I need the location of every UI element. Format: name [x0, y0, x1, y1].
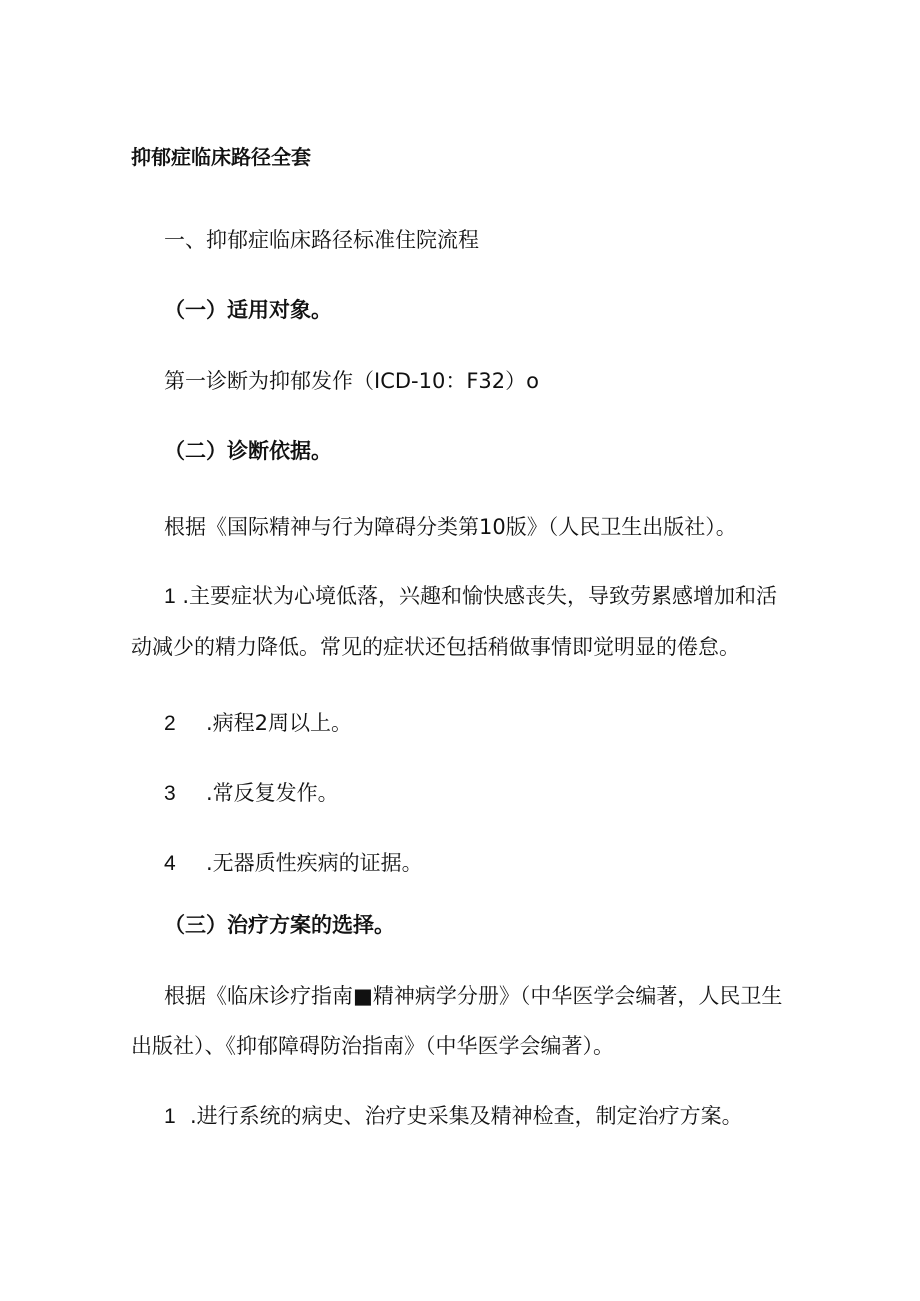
- list-item-number: 2: [164, 712, 176, 735]
- list-item: [164, 709, 352, 738]
- list-item: [164, 1102, 743, 1131]
- document-title: 抑郁症临床路径全套: [131, 145, 311, 169]
- list-item-text: .进行系统的病史、治疗史采集及精神检查，制定治疗方案。: [190, 1104, 743, 1128]
- list-item: [164, 779, 339, 808]
- list-item-number: 1: [164, 585, 176, 608]
- list-item-text: .主要症状为心境低落，兴趣和愉快感丧失，导致劳累感增加和活动减少的精力降低。常见的症状还包括稍做事情即觉明显的倦怠。: [131, 584, 778, 659]
- list-item-number: 3: [164, 782, 176, 805]
- subsection-heading-3: （三）治疗方案的选择。: [164, 913, 395, 937]
- list-item: [164, 849, 423, 878]
- subsection-1-text: 第一诊断为抑郁发作（ICD-10：F32）o: [164, 369, 539, 393]
- subsection-heading-1: （一）适用对象。: [164, 298, 332, 322]
- list-item-text: .病程2周以上。: [206, 711, 353, 735]
- subsection-2-text: 根据《国际精神与行为障碍分类第10版》（人民卫生出版社）。: [164, 515, 737, 539]
- subsection-3-text: 根据《临床诊疗指南■精神病学分册》（中华医学会编著，人民卫生出版社）、《抑郁障碍防治指南》（中华医学会编著）。: [131, 984, 783, 1058]
- section-heading-1: 一、抑郁症临床路径标准住院流程: [164, 228, 479, 252]
- list-item-number: 1: [164, 1105, 176, 1128]
- list-item: [131, 571, 791, 672]
- list-item-text: .无器质性疾病的证据。: [206, 851, 423, 875]
- list-item-text: .常反复发作。: [206, 781, 339, 805]
- list-item-number: 4: [164, 852, 176, 875]
- subsection-heading-2: （二）诊断依据。: [164, 439, 332, 463]
